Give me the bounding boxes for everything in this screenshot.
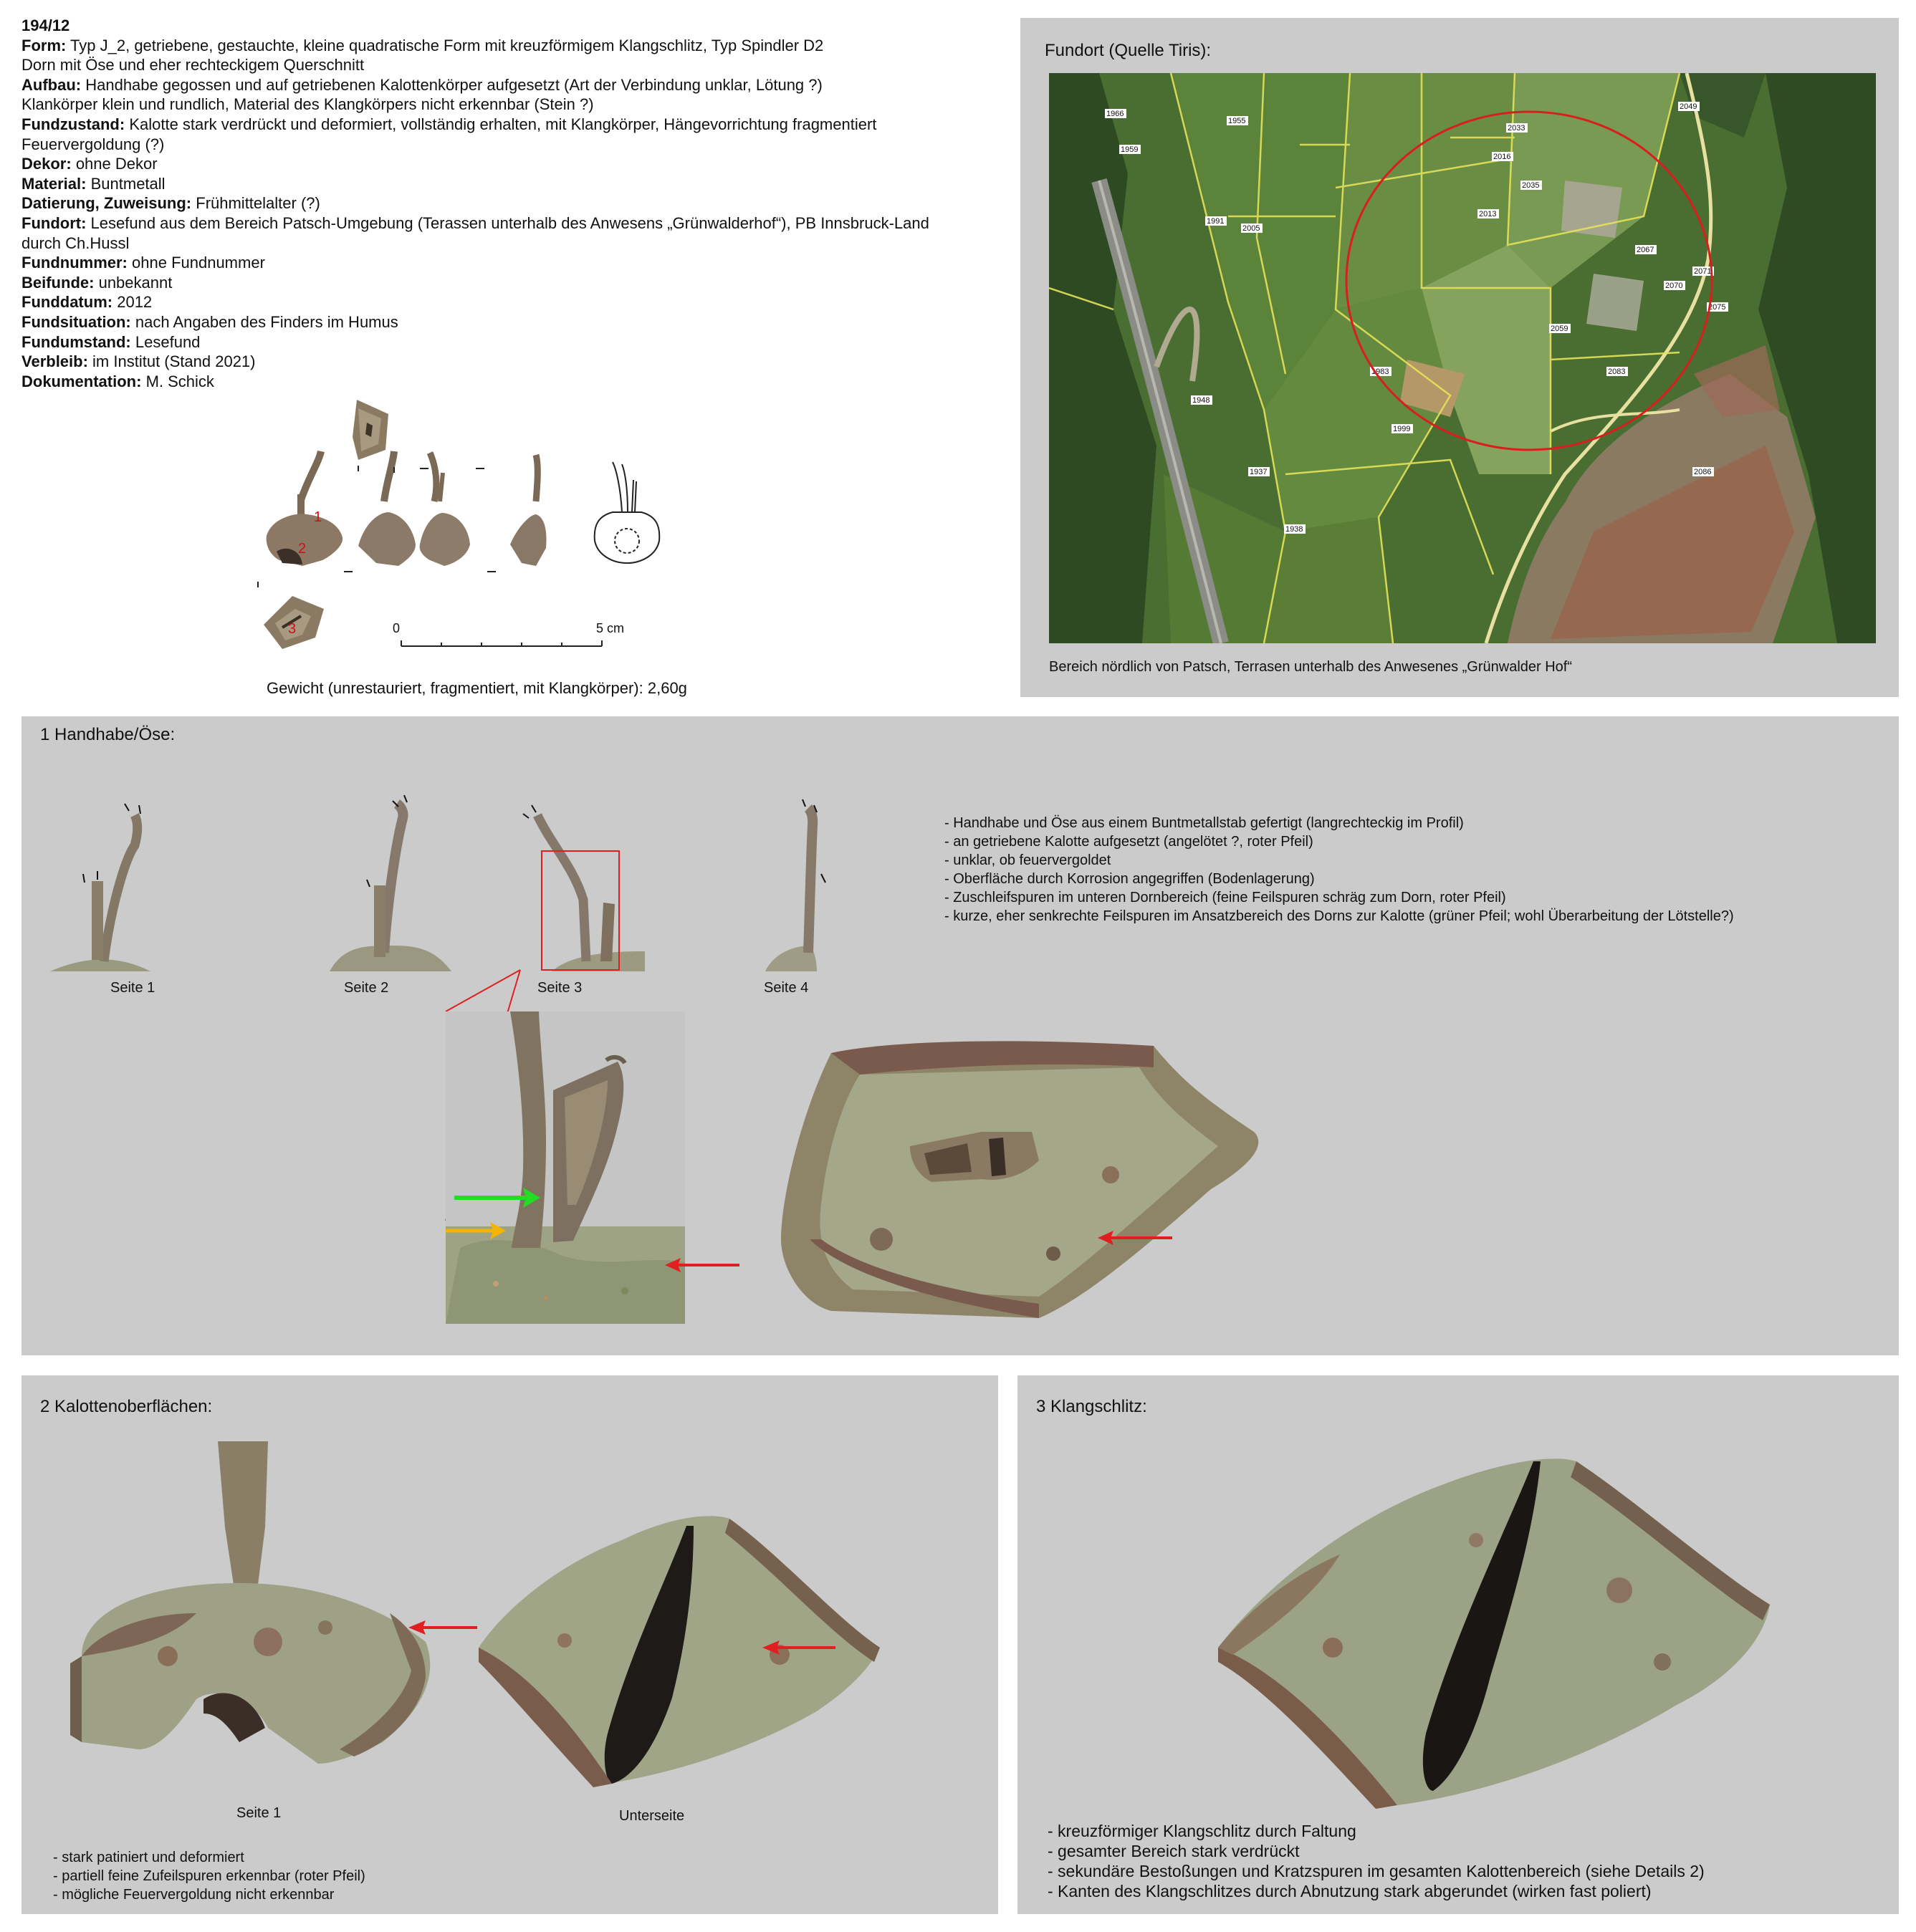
view-label-seite-1: Seite 1	[110, 980, 155, 996]
record-line-label: Aufbau:	[21, 75, 82, 94]
parcel-label: 2049	[1680, 102, 1697, 111]
parcel-label: 1955	[1228, 117, 1246, 125]
record-line	[21, 75, 974, 95]
parcel-label: 1999	[1393, 425, 1411, 433]
view-label-seite-2: Seite 2	[344, 980, 389, 996]
overview-side-view-3	[420, 453, 470, 566]
record-id: 194/12	[21, 16, 70, 34]
record-line-value: Lesefund aus dem Bereich Patsch-Umgebung (Terassen unterhalb des Anwesens „Grünwalderhof“), PB Innsbruck-Land	[90, 213, 929, 232]
record-line	[21, 352, 974, 372]
bell-top-view-photo	[752, 1024, 1283, 1340]
overview-side-view-2	[358, 451, 416, 566]
record-line-value: ohne Dekor	[75, 155, 158, 173]
red-arrow-seite-1	[408, 1620, 477, 1635]
note-line: - sekundäre Bestoßungen und Kratzspuren im gesamten Kalottenbereich (siehe Details 2)	[1048, 1862, 1705, 1880]
record-line	[21, 372, 974, 392]
record-line-value: Frühmittelalter (?)	[196, 194, 320, 213]
note-line: - kreuzförmiger Klangschlitz durch Faltung	[1048, 1822, 1356, 1840]
scale-bar	[401, 640, 602, 646]
parcel-label: 2005	[1242, 224, 1260, 233]
section2-label-seite-1: Seite 1	[236, 1805, 282, 1821]
view-label-seite-3: Seite 3	[537, 980, 583, 996]
record-line-value: im Institut (Stand 2021)	[92, 352, 256, 371]
record-line-label: Form:	[21, 36, 67, 54]
record-line	[21, 55, 974, 75]
parcel-label: 1983	[1371, 367, 1389, 376]
record-line-value: nach Angaben des Finders im Humus	[135, 312, 398, 331]
overview-bottom-view	[264, 596, 324, 649]
record-lines	[21, 36, 974, 392]
marker-1: 1	[314, 509, 322, 525]
parcel-label: 2013	[1479, 210, 1497, 218]
record-info	[21, 16, 974, 391]
map-panel	[1020, 18, 1899, 697]
parcel-label: 2070	[1665, 282, 1683, 290]
record-line	[21, 95, 974, 115]
record-line-value: M. Schick	[145, 372, 214, 390]
record-line-label: Datierung, Zuweisung:	[21, 194, 192, 213]
detail-arrows	[446, 1011, 747, 1324]
parcel-label: 2033	[1508, 124, 1525, 133]
record-line-label: Fundnummer:	[21, 254, 128, 272]
record-line	[21, 273, 974, 293]
parcel-label: 1938	[1285, 525, 1303, 534]
record-line-value: 2012	[117, 293, 153, 312]
aerial-map	[1049, 73, 1876, 643]
record-line-label: Beifunde:	[21, 273, 95, 292]
record-line	[21, 36, 974, 56]
record-line	[21, 234, 974, 254]
note-line: - kurze, eher senkrechte Feilspuren im Ansatzbereich des Dorns zur Kalotte (grüner Pfeil; wohl Überarbeitung der Lötstelle?)	[944, 908, 1734, 924]
marker-2: 2	[298, 541, 307, 557]
map-caption: Bereich nördlich von Patsch, Terrasen unterhalb des Anwesenes „Grünwalder Hof“	[1049, 659, 1573, 675]
parcel-label: 1966	[1106, 110, 1124, 118]
note-line: - an getriebene Kalotte aufgesetzt (angelötet ?, roter Pfeil)	[944, 834, 1313, 850]
record-line	[21, 332, 974, 352]
red-arrow-detail	[665, 1258, 739, 1272]
section2-notes	[53, 1848, 365, 1904]
parcel-label: 1959	[1121, 145, 1139, 154]
parcel-label: 2067	[1637, 246, 1654, 254]
record-line	[21, 312, 974, 332]
record-line	[21, 174, 974, 194]
red-arrow-top	[1082, 716, 1197, 1355]
section1-panel	[21, 716, 1899, 1355]
record-line-value: Kalotte stark verdrückt und deformiert, vollständig erhalten, mit Klangkörper, Hängevorrichtung fragmentiert	[129, 115, 877, 133]
parcel-label: 2071	[1694, 267, 1712, 276]
record-line-label: Fundzustand:	[21, 115, 125, 133]
parcel-label: 2086	[1694, 468, 1712, 476]
section3-notes	[1048, 1821, 1705, 1901]
map-panel-title: Fundort (Quelle Tiris):	[1045, 41, 1212, 60]
record-line-value: Lesefund	[135, 332, 201, 351]
parcel-label: 2075	[1708, 303, 1726, 312]
record-line-label: Verbleib:	[21, 352, 88, 371]
record-line-value: Handhabe gegossen und auf getriebenen Kalottenkörper aufgesetzt (Art der Verbindung unklar, Lötung ?)	[85, 75, 823, 94]
section1-notes	[944, 814, 1734, 926]
record-line-value: ohne Fundnummer	[132, 254, 265, 272]
note-line: - partiell feine Zufeilspuren erkennbar (roter Pfeil)	[53, 1868, 365, 1884]
parcel-label: 1948	[1192, 396, 1210, 405]
section3-title: 3 Klangschlitz:	[1036, 1397, 1147, 1416]
section2-title: 2 Kalottenoberflächen:	[40, 1397, 213, 1416]
note-line: - Oberfläche durch Korrosion angegriffen (Bodenlagerung)	[944, 871, 1315, 887]
scale-start-label: 0	[393, 621, 401, 635]
note-line: - unklar, ob feuervergoldet	[944, 852, 1111, 868]
weight-label: Gewicht (unrestauriert, fragmentiert, mit Klangkörper): 2,60g	[267, 679, 687, 697]
overview-figures	[251, 394, 709, 695]
parcel-label: 2016	[1493, 153, 1511, 161]
record-line-value: Dorn mit Öse und eher rechteckigem Querschnitt	[21, 56, 365, 75]
record-line-value: Typ J_2, getriebene, gestauchte, kleine quadratische Form mit kreuzförmigem Klangschlitz, Typ Spindler D2	[70, 36, 824, 54]
record-line-label: Dokumentation:	[21, 372, 142, 390]
record-line-label: Fundort:	[21, 213, 87, 232]
note-line: - Kanten des Klangschlitzes durch Abnutzung stark abgerundet (wirken fast poliert)	[1048, 1882, 1652, 1900]
record-line	[21, 213, 974, 234]
record-line-label: Funddatum:	[21, 293, 113, 312]
view-label-seite-4: Seite 4	[764, 980, 809, 996]
record-line-value: durch Ch.Hussl	[21, 234, 130, 252]
scale-end-label: 5 cm	[596, 621, 625, 635]
overview-top-view	[353, 400, 388, 460]
record-line	[21, 135, 974, 155]
record-line-label: Dekor:	[21, 155, 72, 173]
note-line: - stark patiniert und deformiert	[53, 1850, 244, 1865]
parcel-label: 2059	[1551, 325, 1568, 333]
parcel-label: 2083	[1608, 367, 1626, 376]
parcel-label: 2035	[1522, 181, 1540, 190]
record-line-value: Feuervergoldung (?)	[21, 135, 165, 153]
bell-slit-photo	[1218, 1433, 1791, 1820]
section2-label-unterseite: Unterseite	[619, 1808, 685, 1824]
record-line	[21, 115, 974, 135]
section3-panel	[1017, 1375, 1899, 1914]
record-line-label: Fundsituation:	[21, 312, 131, 331]
record-line	[21, 292, 974, 312]
overview-side-view-1	[267, 451, 343, 566]
note-line: - Zuschleifspuren im unteren Dornbereich (feine Feilspuren schräg zum Dorn, roter Pfeil)	[944, 890, 1506, 905]
record-line-value: Klankörper klein und rundlich, Material des Klangkörpers nicht erkennbar (Stein ?)	[21, 95, 594, 114]
record-line-value: unbekannt	[98, 273, 173, 292]
note-line: - mögliche Feuervergoldung nicht erkennbar	[53, 1887, 335, 1903]
red-arrow-unterseite	[762, 1640, 835, 1655]
record-line-label: Fundumstand:	[21, 332, 131, 351]
green-arrow	[454, 1188, 540, 1208]
record-line-label: Material:	[21, 174, 87, 193]
note-line: - gesamter Bereich stark verdrückt	[1048, 1842, 1300, 1860]
record-line	[21, 193, 974, 213]
parcel-label: 1991	[1207, 217, 1225, 226]
section2-arrows	[21, 1375, 998, 1914]
record-line	[21, 154, 974, 174]
orange-arrow	[446, 1222, 506, 1239]
note-line: - Handhabe und Öse aus einem Buntmetallstab gefertigt (langrechteckig im Profil)	[944, 815, 1464, 831]
record-line-value: Buntmetall	[90, 174, 166, 193]
parcel-label: 1937	[1250, 468, 1268, 476]
overview-side-view-4	[510, 455, 546, 566]
overview-technical-drawing	[595, 462, 660, 563]
record-line	[21, 253, 974, 273]
section1-title: 1 Handhabe/Öse:	[40, 725, 176, 744]
marker-3: 3	[288, 621, 297, 637]
section2-panel	[21, 1375, 998, 1914]
